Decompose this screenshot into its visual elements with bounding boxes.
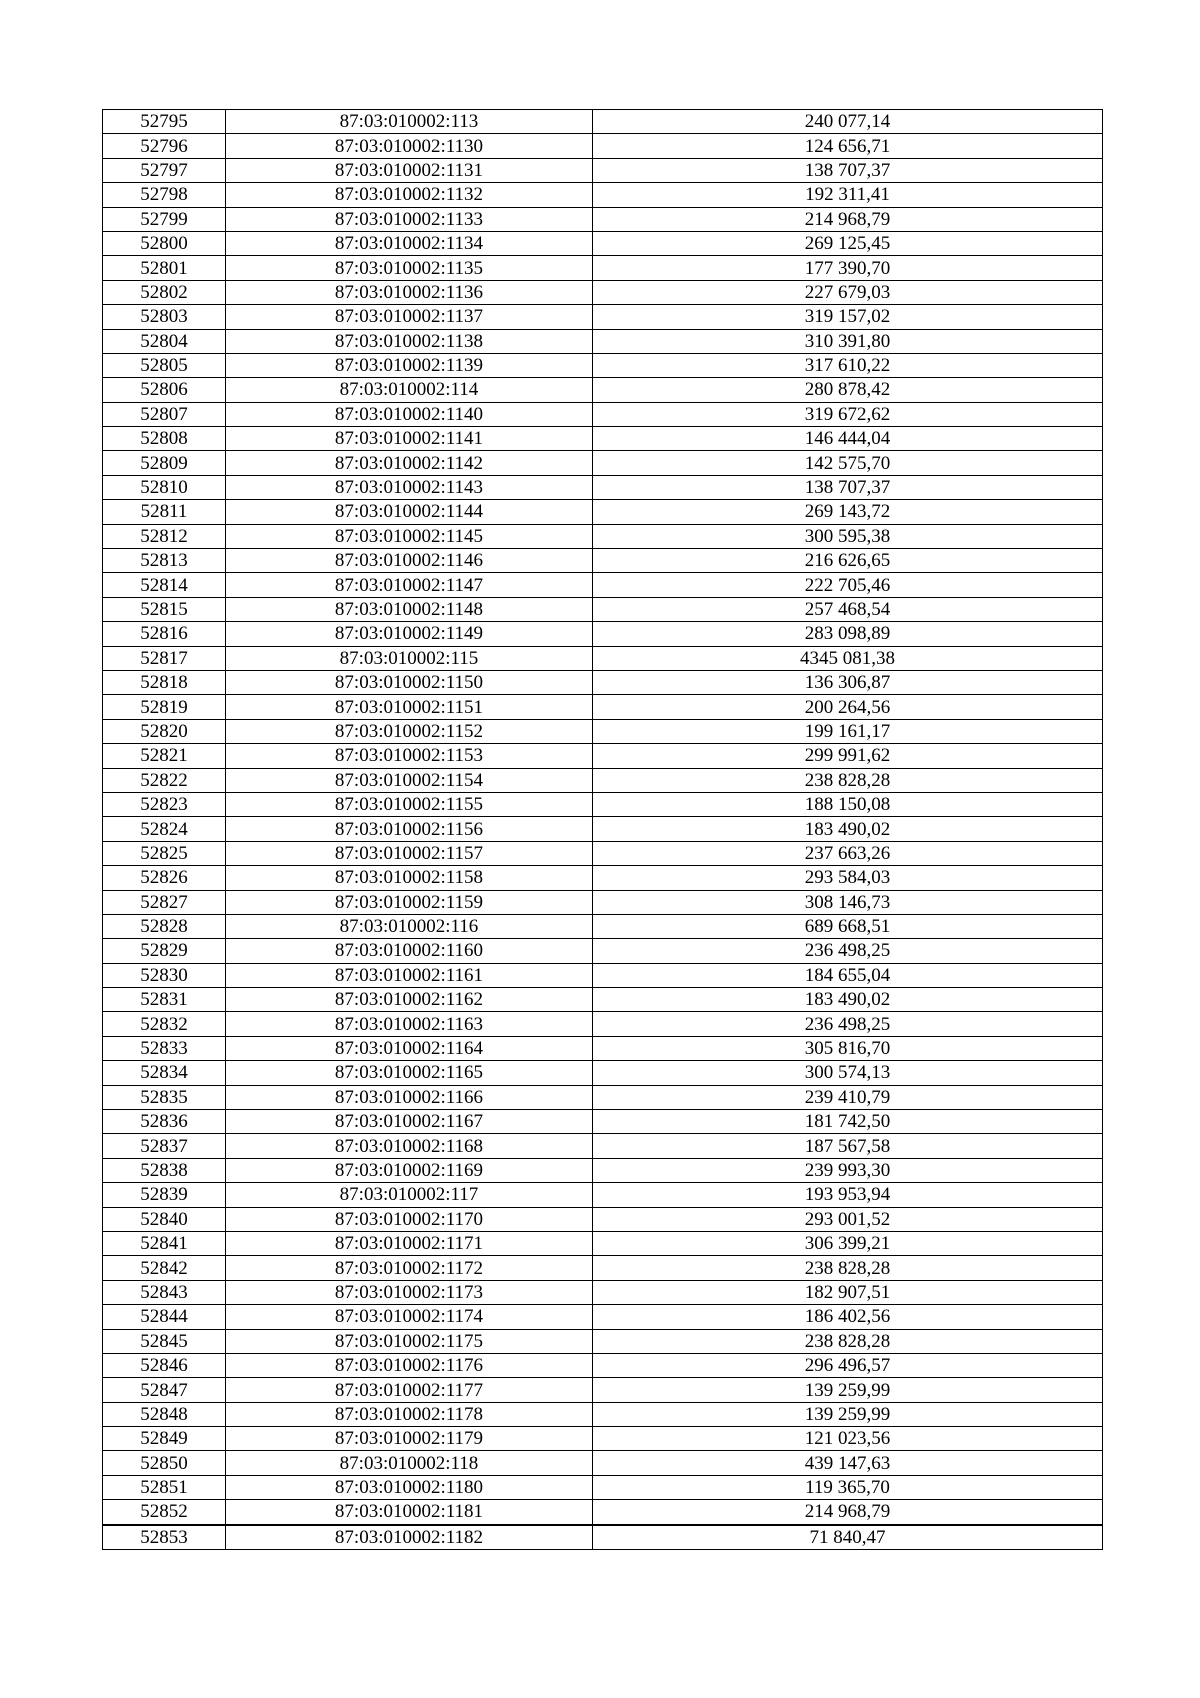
row-number-cell: 52818 [103, 670, 226, 694]
row-number-cell: 52822 [103, 768, 226, 792]
cadastral-value-cell: 119 365,70 [593, 1475, 1103, 1499]
table-row [103, 792, 1103, 816]
cadastral-value-cell: 136 306,87 [593, 670, 1103, 694]
row-number-cell: 52841 [103, 1231, 226, 1255]
row-number-cell: 52823 [103, 792, 226, 816]
row-number-cell: 52828 [103, 914, 226, 938]
table-row [103, 1305, 1103, 1329]
cadastral-value-cell: 240 077,14 [593, 110, 1103, 134]
table-row [103, 914, 1103, 938]
cadastral-number-cell: 87:03:010002:1155 [226, 792, 593, 816]
cadastral-value-cell: 146 444,04 [593, 427, 1103, 451]
cadastral-number-cell: 87:03:010002:1148 [226, 597, 593, 621]
cadastral-number-cell: 87:03:010002:1161 [226, 963, 593, 987]
cadastral-number-cell: 87:03:010002:1175 [226, 1329, 593, 1353]
table-row [103, 1256, 1103, 1280]
row-number-cell: 52821 [103, 744, 226, 768]
cadastral-value-cell: 222 705,46 [593, 573, 1103, 597]
row-number-cell: 52827 [103, 890, 226, 914]
cadastral-value-cell: 193 953,94 [593, 1183, 1103, 1207]
row-number-cell: 52810 [103, 475, 226, 499]
table-row [103, 1451, 1103, 1475]
table-row [103, 768, 1103, 792]
cadastral-number-cell: 87:03:010002:118 [226, 1451, 593, 1475]
cadastral-value-cell: 183 490,02 [593, 988, 1103, 1012]
cadastral-value-cell: 238 828,28 [593, 768, 1103, 792]
cadastral-number-cell: 87:03:010002:1152 [226, 719, 593, 743]
table-row [103, 1329, 1103, 1353]
row-number-cell: 52796 [103, 134, 226, 158]
cadastral-number-cell: 87:03:010002:1135 [226, 256, 593, 280]
cadastral-number-cell: 87:03:010002:1167 [226, 1110, 593, 1134]
row-number-cell: 52816 [103, 622, 226, 646]
cadastral-value-cell: 139 259,99 [593, 1378, 1103, 1402]
cadastral-number-cell: 87:03:010002:1133 [226, 207, 593, 231]
cadastral-value-cell: 317 610,22 [593, 353, 1103, 377]
cadastral-number-cell: 87:03:010002:1154 [226, 768, 593, 792]
table-row [103, 256, 1103, 280]
cadastral-number-cell: 87:03:010002:1171 [226, 1231, 593, 1255]
cadastral-number-cell: 87:03:010002:1150 [226, 670, 593, 694]
cadastral-value-cell: 300 595,38 [593, 524, 1103, 548]
cadastral-number-cell: 87:03:010002:1174 [226, 1305, 593, 1329]
cadastral-value-cell: 257 468,54 [593, 597, 1103, 621]
cadastral-number-cell: 87:03:010002:1178 [226, 1402, 593, 1426]
table-row [103, 110, 1103, 134]
table-row [103, 1402, 1103, 1426]
cadastral-number-cell: 87:03:010002:1182 [226, 1525, 593, 1550]
cadastral-number-cell: 87:03:010002:1137 [226, 305, 593, 329]
cadastral-value-cell: 308 146,73 [593, 890, 1103, 914]
row-number-cell: 52851 [103, 1475, 226, 1499]
row-number-cell: 52838 [103, 1158, 226, 1182]
table-row [103, 1207, 1103, 1231]
cadastral-number-cell: 87:03:010002:1158 [226, 866, 593, 890]
table-row [103, 524, 1103, 548]
row-number-cell: 52824 [103, 817, 226, 841]
cadastral-number-cell: 87:03:010002:1151 [226, 695, 593, 719]
cadastral-value-cell: 237 663,26 [593, 841, 1103, 865]
cadastral-value-cell: 293 001,52 [593, 1207, 1103, 1231]
row-number-cell: 52806 [103, 378, 226, 402]
cadastral-number-cell: 87:03:010002:1132 [226, 183, 593, 207]
table-row [103, 134, 1103, 158]
cadastral-number-cell: 87:03:010002:1159 [226, 890, 593, 914]
table-row [103, 890, 1103, 914]
table-row [103, 573, 1103, 597]
cadastral-value-cell: 192 311,41 [593, 183, 1103, 207]
cadastral-value-cell: 280 878,42 [593, 378, 1103, 402]
cadastral-value-cell: 269 125,45 [593, 231, 1103, 255]
cadastral-value-cell: 239 410,79 [593, 1085, 1103, 1109]
row-number-cell: 52833 [103, 1036, 226, 1060]
table-row [103, 744, 1103, 768]
table-row [103, 1012, 1103, 1036]
cadastral-value-cell: 310 391,80 [593, 329, 1103, 353]
table-row [103, 305, 1103, 329]
row-number-cell: 52844 [103, 1305, 226, 1329]
cadastral-value-cell: 187 567,58 [593, 1134, 1103, 1158]
cadastral-number-cell: 87:03:010002:1136 [226, 280, 593, 304]
cadastral-number-cell: 87:03:010002:116 [226, 914, 593, 938]
cadastral-value-cell: 283 098,89 [593, 622, 1103, 646]
table-row [103, 378, 1103, 402]
cadastral-number-cell: 87:03:010002:1179 [226, 1427, 593, 1451]
table-row [103, 1231, 1103, 1255]
cadastral-value-table [102, 109, 1103, 1550]
cadastral-number-cell: 87:03:010002:1147 [226, 573, 593, 597]
cadastral-number-cell: 87:03:010002:1144 [226, 500, 593, 524]
cadastral-value-cell: 200 264,56 [593, 695, 1103, 719]
row-number-cell: 52853 [103, 1525, 226, 1550]
table-row [103, 451, 1103, 475]
row-number-cell: 52835 [103, 1085, 226, 1109]
cadastral-value-cell: 269 143,72 [593, 500, 1103, 524]
table-row [103, 963, 1103, 987]
table-row [103, 353, 1103, 377]
cadastral-value-cell: 121 023,56 [593, 1427, 1103, 1451]
cadastral-value-cell: 293 584,03 [593, 866, 1103, 890]
row-number-cell: 52836 [103, 1110, 226, 1134]
table-row [103, 988, 1103, 1012]
row-number-cell: 52802 [103, 280, 226, 304]
table-row [103, 1525, 1103, 1550]
row-number-cell: 52831 [103, 988, 226, 1012]
cadastral-value-cell: 439 147,63 [593, 1451, 1103, 1475]
cadastral-value-cell: 236 498,25 [593, 1012, 1103, 1036]
table-row [103, 670, 1103, 694]
cadastral-value-cell: 319 157,02 [593, 305, 1103, 329]
table-row [103, 500, 1103, 524]
cadastral-value-cell: 214 968,79 [593, 207, 1103, 231]
cadastral-number-cell: 87:03:010002:1166 [226, 1085, 593, 1109]
table-row [103, 158, 1103, 182]
table-row [103, 1036, 1103, 1060]
row-number-cell: 52846 [103, 1353, 226, 1377]
cadastral-number-cell: 87:03:010002:1163 [226, 1012, 593, 1036]
row-number-cell: 52829 [103, 939, 226, 963]
cadastral-number-cell: 87:03:010002:1177 [226, 1378, 593, 1402]
cadastral-value-cell: 214 968,79 [593, 1500, 1103, 1525]
cadastral-value-cell: 139 259,99 [593, 1402, 1103, 1426]
cadastral-value-cell: 71 840,47 [593, 1525, 1103, 1550]
row-number-cell: 52840 [103, 1207, 226, 1231]
cadastral-number-cell: 87:03:010002:1138 [226, 329, 593, 353]
cadastral-value-cell: 216 626,65 [593, 549, 1103, 573]
cadastral-value-cell: 300 574,13 [593, 1061, 1103, 1085]
cadastral-number-cell: 87:03:010002:1176 [226, 1353, 593, 1377]
row-number-cell: 52837 [103, 1134, 226, 1158]
table-row [103, 1110, 1103, 1134]
row-number-cell: 52817 [103, 646, 226, 670]
row-number-cell: 52814 [103, 573, 226, 597]
row-number-cell: 52850 [103, 1451, 226, 1475]
table-row [103, 597, 1103, 621]
cadastral-number-cell: 87:03:010002:1170 [226, 1207, 593, 1231]
row-number-cell: 52826 [103, 866, 226, 890]
cadastral-value-cell: 305 816,70 [593, 1036, 1103, 1060]
cadastral-value-cell: 319 672,62 [593, 402, 1103, 426]
cadastral-number-cell: 87:03:010002:1131 [226, 158, 593, 182]
row-number-cell: 52799 [103, 207, 226, 231]
table-row [103, 1427, 1103, 1451]
row-number-cell: 52830 [103, 963, 226, 987]
cadastral-number-cell: 87:03:010002:1146 [226, 549, 593, 573]
table-row [103, 549, 1103, 573]
cadastral-number-cell: 87:03:010002:1165 [226, 1061, 593, 1085]
cadastral-number-cell: 87:03:010002:117 [226, 1183, 593, 1207]
cadastral-number-cell: 87:03:010002:113 [226, 110, 593, 134]
cadastral-number-cell: 87:03:010002:1143 [226, 475, 593, 499]
cadastral-value-cell: 177 390,70 [593, 256, 1103, 280]
cadastral-number-cell: 87:03:010002:1156 [226, 817, 593, 841]
row-number-cell: 52832 [103, 1012, 226, 1036]
table-row [103, 1378, 1103, 1402]
cadastral-value-cell: 689 668,51 [593, 914, 1103, 938]
cadastral-number-cell: 87:03:010002:1164 [226, 1036, 593, 1060]
cadastral-number-cell: 87:03:010002:1168 [226, 1134, 593, 1158]
table-body [103, 110, 1103, 1550]
row-number-cell: 52811 [103, 500, 226, 524]
table-row [103, 817, 1103, 841]
cadastral-value-cell: 296 496,57 [593, 1353, 1103, 1377]
cadastral-value-cell: 306 399,21 [593, 1231, 1103, 1255]
cadastral-number-cell: 87:03:010002:1157 [226, 841, 593, 865]
table-row [103, 719, 1103, 743]
row-number-cell: 52813 [103, 549, 226, 573]
row-number-cell: 52834 [103, 1061, 226, 1085]
cadastral-value-cell: 142 575,70 [593, 451, 1103, 475]
table-row [103, 329, 1103, 353]
row-number-cell: 52852 [103, 1500, 226, 1525]
cadastral-number-cell: 87:03:010002:114 [226, 378, 593, 402]
table-row [103, 939, 1103, 963]
table-row [103, 1158, 1103, 1182]
table-row [103, 841, 1103, 865]
row-number-cell: 52808 [103, 427, 226, 451]
cadastral-value-cell: 299 991,62 [593, 744, 1103, 768]
cadastral-value-cell: 182 907,51 [593, 1280, 1103, 1304]
table-row [103, 475, 1103, 499]
table-row [103, 1353, 1103, 1377]
row-number-cell: 52809 [103, 451, 226, 475]
table-row [103, 1280, 1103, 1304]
cadastral-value-cell: 181 742,50 [593, 1110, 1103, 1134]
cadastral-number-cell: 87:03:010002:1173 [226, 1280, 593, 1304]
cadastral-value-cell: 4345 081,38 [593, 646, 1103, 670]
cadastral-value-cell: 238 828,28 [593, 1329, 1103, 1353]
table-row [103, 1183, 1103, 1207]
cadastral-value-cell: 199 161,17 [593, 719, 1103, 743]
cadastral-number-cell: 87:03:010002:1153 [226, 744, 593, 768]
table-row [103, 1061, 1103, 1085]
table-row [103, 646, 1103, 670]
cadastral-number-cell: 87:03:010002:1149 [226, 622, 593, 646]
table-row [103, 1085, 1103, 1109]
row-number-cell: 52801 [103, 256, 226, 280]
row-number-cell: 52800 [103, 231, 226, 255]
row-number-cell: 52797 [103, 158, 226, 182]
table-row [103, 1134, 1103, 1158]
row-number-cell: 52807 [103, 402, 226, 426]
row-number-cell: 52804 [103, 329, 226, 353]
cadastral-value-cell: 183 490,02 [593, 817, 1103, 841]
row-number-cell: 52798 [103, 183, 226, 207]
table-row [103, 695, 1103, 719]
table-row [103, 207, 1103, 231]
row-number-cell: 52820 [103, 719, 226, 743]
table-row [103, 183, 1103, 207]
cadastral-value-cell: 138 707,37 [593, 158, 1103, 182]
cadastral-value-cell: 186 402,56 [593, 1305, 1103, 1329]
row-number-cell: 52848 [103, 1402, 226, 1426]
row-number-cell: 52819 [103, 695, 226, 719]
row-number-cell: 52849 [103, 1427, 226, 1451]
table-row [103, 622, 1103, 646]
row-number-cell: 52803 [103, 305, 226, 329]
cadastral-number-cell: 87:03:010002:1142 [226, 451, 593, 475]
table-row [103, 231, 1103, 255]
row-number-cell: 52815 [103, 597, 226, 621]
table-row [103, 427, 1103, 451]
cadastral-number-cell: 87:03:010002:1141 [226, 427, 593, 451]
cadastral-number-cell: 87:03:010002:1180 [226, 1475, 593, 1499]
cadastral-number-cell: 87:03:010002:1181 [226, 1500, 593, 1525]
cadastral-number-cell: 87:03:010002:1140 [226, 402, 593, 426]
table-row [103, 866, 1103, 890]
cadastral-value-cell: 188 150,08 [593, 792, 1103, 816]
cadastral-number-cell: 87:03:010002:1169 [226, 1158, 593, 1182]
row-number-cell: 52825 [103, 841, 226, 865]
cadastral-value-cell: 236 498,25 [593, 939, 1103, 963]
row-number-cell: 52843 [103, 1280, 226, 1304]
cadastral-number-cell: 87:03:010002:1139 [226, 353, 593, 377]
row-number-cell: 52845 [103, 1329, 226, 1353]
cadastral-number-cell: 87:03:010002:1162 [226, 988, 593, 1012]
cadastral-number-cell: 87:03:010002:1134 [226, 231, 593, 255]
cadastral-number-cell: 87:03:010002:1145 [226, 524, 593, 548]
table-row [103, 280, 1103, 304]
cadastral-number-cell: 87:03:010002:1160 [226, 939, 593, 963]
cadastral-value-cell: 138 707,37 [593, 475, 1103, 499]
row-number-cell: 52795 [103, 110, 226, 134]
row-number-cell: 52842 [103, 1256, 226, 1280]
cadastral-value-cell: 238 828,28 [593, 1256, 1103, 1280]
row-number-cell: 52839 [103, 1183, 226, 1207]
row-number-cell: 52847 [103, 1378, 226, 1402]
cadastral-value-cell: 227 679,03 [593, 280, 1103, 304]
cadastral-value-cell: 184 655,04 [593, 963, 1103, 987]
table-row [103, 1475, 1103, 1499]
cadastral-value-cell: 239 993,30 [593, 1158, 1103, 1182]
cadastral-number-cell: 87:03:010002:1172 [226, 1256, 593, 1280]
row-number-cell: 52812 [103, 524, 226, 548]
cadastral-value-cell: 124 656,71 [593, 134, 1103, 158]
table-row [103, 1500, 1103, 1525]
table-row [103, 402, 1103, 426]
row-number-cell: 52805 [103, 353, 226, 377]
cadastral-number-cell: 87:03:010002:1130 [226, 134, 593, 158]
cadastral-number-cell: 87:03:010002:115 [226, 646, 593, 670]
